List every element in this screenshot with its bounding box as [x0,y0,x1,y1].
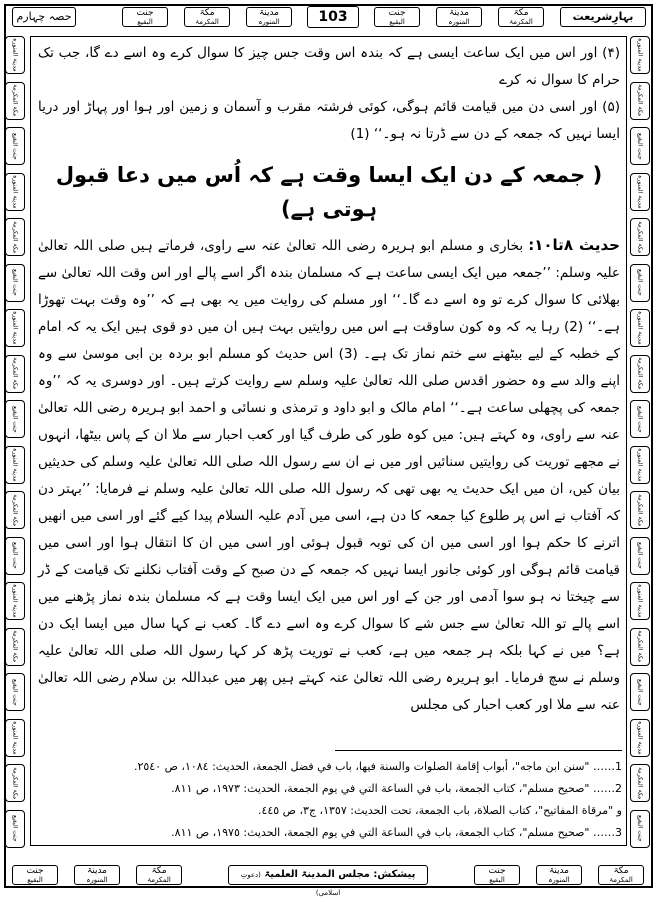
side-tab[interactable]: مکۃ المکرمۃ [5,82,25,120]
paragraph-4: (۴) اور اس میں ایک ساعت ایسی ہے کہ بندہ اس وقت جس چیز کا سوال کرے وہ اسے دے گا، جب تک حرام کا سوال نہ کرے [38,45,620,88]
side-tab[interactable]: مکۃ المکرمۃ [630,764,650,802]
side-tab[interactable]: مکۃ المکرمۃ [5,218,25,256]
nav-button-jannat-ul-baqi[interactable]: جنت البقیع [474,865,520,885]
side-tab[interactable]: مدینۃ المنورہ [5,309,25,347]
side-tab[interactable]: جنت البقیع [5,810,25,848]
nav-button-makkah[interactable]: مکۃ المکرمۃ [184,7,230,27]
side-tab[interactable]: مدینۃ المنورہ [5,173,25,211]
part-label: حصہ چہارم [12,7,76,27]
side-tab[interactable]: مدینۃ المنورہ [5,719,25,757]
footnote-2b: و "مرقاة المفاتيح"، كتاب الصلاة، باب الجمعة، تحت الحديث: ١٣٥٧، ج٣، ص ٤٤٥. [257,804,622,817]
paragraph-5: (۵) اور اسی دن میں قیامت قائم ہوگی، کوئی فرشتہ مقرب و آسمان و زمین اور ہوا اور پہاڑ اور دریا ایسا نہیں کہ جمعہ کے دن سے ڈرتا نہ ہو۔‘‘ (1) [38,99,620,142]
page-number: 103 [307,6,359,28]
publisher-credit: پیشکش: مجلس المدینۃ العلمیۃ (دعوتِ اسلامی) [228,865,428,885]
side-tab[interactable]: مکۃ المکرمۃ [630,628,650,666]
nav-button-makkah[interactable]: مکۃ المکرمۃ [598,865,644,885]
nav-button-madinah[interactable]: مدینۃ المنورہ [436,7,482,27]
nav-button-madinah[interactable]: مدینۃ المنورہ [536,865,582,885]
side-tab[interactable]: جنت البقیع [630,127,650,165]
side-tab[interactable]: مدینۃ المنورہ [5,446,25,484]
nav-button-madinah[interactable]: مدینۃ المنورہ [74,865,120,885]
side-tab[interactable]: مدینۃ المنورہ [630,173,650,211]
side-tab[interactable]: مدینۃ المنورہ [630,309,650,347]
footnotes [40,756,622,844]
side-tab[interactable]: مکۃ المکرمۃ [630,355,650,393]
nav-button-jannat-ul-baqi[interactable]: جنت البقیع [122,7,168,27]
hadith-text: بخاری و مسلم ابو ہریرہ رضی اللہ تعالیٰ عنہ سے راوی، فرماتے ہیں صلی اللہ تعالیٰ علیہ وسلم: ’’جمعہ میں ایک ایسی ساعت ہے کہ مسلمان بندہ اگر اسے پالے اور اس وقت اللہ تعالیٰ سے بھلائی کا سوال کرے تو وہ اسے دے گا۔‘‘ اور مسلم کی روایت میں یہ بھی ہے کہ ’’وہ وقت بہت تھوڑا ہے۔‘‘ (2) رہا یہ کہ وہ کون ساوقت ہے اس میں روایتیں بہت ہیں ان میں دو قوی ہیں ایک یہ کہ امام کے خطبہ کے لیے بیٹھنے سے ختم نماز تک ہے۔ (3) اس حدیث کو مسلم ابو بردہ بن ابی موسیٰ سے وہ اپنے والد سے وہ حضور اقدس صلی اللہ تعالیٰ علیہ وسلم سے روایت کرتے ہیں۔ اور دوسری یہ کہ ’’وہ جمعہ کی پچھلی ساعت ہے۔‘‘ امام مالک و ابو داود و ترمذی و نسائی و احمد ابو ہریرہ رضی اللہ تعالیٰ عنہ سے راوی، وہ کہتے ہیں: میں کوہ طور کی طرف گیا اور کعب احبار سے ملا ان کے پاس بیٹھا، انہوں نے مجھے توریت کی روایتیں سنائیں اور میں نے ان سے رسول اللہ صلی اللہ تعالیٰ علیہ وسلم کی حدیثیں بیان کیں، ان میں ایک حدیث یہ بھی تھی کہ رسول اللہ صلی اللہ تعالیٰ علیہ وسلم نے فرمایا: ’’بہتر دن کہ آفتاب نے اس پر طلوع کیا جمعہ کا دن ہے، اسی میں آدم علیہ السلام پیدا کیے گئے اور اسی میں انھیں اترنے کا حکم ہوا اور اسی میں ان کی توبہ قبول ہوئی اور اسی میں ان کا انتقال ہوا اور اسی میں قیامت قائم ہوگی اور کوئی جانور ایسا نہیں کہ جمعہ کے دن صبح کے وقت آفتاب نکلنے تک قیامت کے ڈر سے چیختا نہ ہو سوا آدمی اور جن کے اور اس میں ایک ایسا وقت ہے کہ مسلمان بندہ نماز پڑھنے میں اسے پالے تو اللہ تعالیٰ سے جس شے کا سوال کرے وہ اسے دے گا۔ کعب نے کہا سال میں ایسا ایک دن ہے؟ میں نے کہا بلکہ ہر جمعہ میں ہے، کعب نے توریت پڑھ کر کہا رسول اللہ صلی اللہ تعالیٰ علیہ وسلم نے سچ فرمایا۔ ابو ہریرہ رضی اللہ تعالیٰ عنہ کہتے ہیں پھر میں عبداللہ بن سلام رضی اللہ تعالیٰ عنہ سے ملا اور کعب احبار کی مجلس [38,238,621,713]
side-tab[interactable]: مکۃ المکرمۃ [630,82,650,120]
side-tab[interactable]: جنت البقیع [5,400,25,438]
footnote-divider [335,750,622,751]
section-heading: ( جمعہ کے دن ایک ایسا وقت ہے کہ اُس میں دعا قبول ہوتی ہے) [55,163,603,221]
nav-button-makkah[interactable]: مکۃ المکرمۃ [136,865,182,885]
side-tab[interactable]: مکۃ المکرمۃ [630,491,650,529]
hadith-number: حدیث ۸تا۱۰: [528,236,620,254]
side-tab[interactable]: جنت البقیع [630,810,650,848]
nav-button-jannat-ul-baqi[interactable]: جنت البقیع [374,7,420,27]
side-tab[interactable]: جنت البقیع [5,673,25,711]
footnote-1: 1…… "سنن ابن ماجه"، أبواب إقامة الصلوات والسنة فيها، باب في فضل الجمعة، الحديث: ١٠٨٤، ص ٢٥٤٠. [133,760,622,773]
footnote-3: 3…… "صحيح مسلم"، كتاب الجمعة، باب في الساعة التي في يوم الجمعة، الحديث: ١٩٧٥، ص ٨١١. [171,826,622,839]
side-tab[interactable]: جنت البقیع [630,673,650,711]
side-tab[interactable]: جنت البقیع [5,537,25,575]
hadith-paragraph [38,232,620,719]
side-tab[interactable]: مکۃ المکرمۃ [5,764,25,802]
side-tab[interactable]: جنت البقیع [630,537,650,575]
side-tab[interactable]: جنت البقیع [630,264,650,302]
footnote-2: 2…… "صحيح مسلم"، كتاب الجمعة، باب في الساعة التي في يوم الجمعة، الحديث: ١٩٧٣، ص ٨١١. [171,782,622,795]
book-title: بہارِشریعت [560,7,646,27]
side-tabs-left [5,36,27,855]
nav-button-madinah[interactable]: مدینۃ المنورہ [246,7,292,27]
side-tabs-right [630,36,652,855]
side-tab[interactable]: مدینۃ المنورہ [630,719,650,757]
page-header [4,4,653,30]
side-tab[interactable]: مدینۃ المنورہ [5,582,25,620]
side-tab[interactable]: مدینۃ المنورہ [630,36,650,74]
side-tab[interactable]: مدینۃ المنورہ [630,582,650,620]
side-tab[interactable]: مکۃ المکرمۃ [5,628,25,666]
side-tab[interactable]: مکۃ المکرمۃ [630,218,650,256]
side-tab[interactable]: جنت البقیع [5,264,25,302]
side-tab[interactable]: مدینۃ المنورہ [5,36,25,74]
nav-button-makkah[interactable]: مکۃ المکرمۃ [498,7,544,27]
side-tab[interactable]: مکۃ المکرمۃ [5,355,25,393]
side-tab[interactable]: جنت البقیع [5,127,25,165]
side-tab[interactable]: مکۃ المکرمۃ [5,491,25,529]
nav-button-jannat-ul-baqi[interactable]: جنت البقیع [12,865,58,885]
page-body [38,40,620,719]
page-footer [4,862,653,897]
side-tab[interactable]: جنت البقیع [630,400,650,438]
side-tab[interactable]: مدینۃ المنورہ [630,446,650,484]
